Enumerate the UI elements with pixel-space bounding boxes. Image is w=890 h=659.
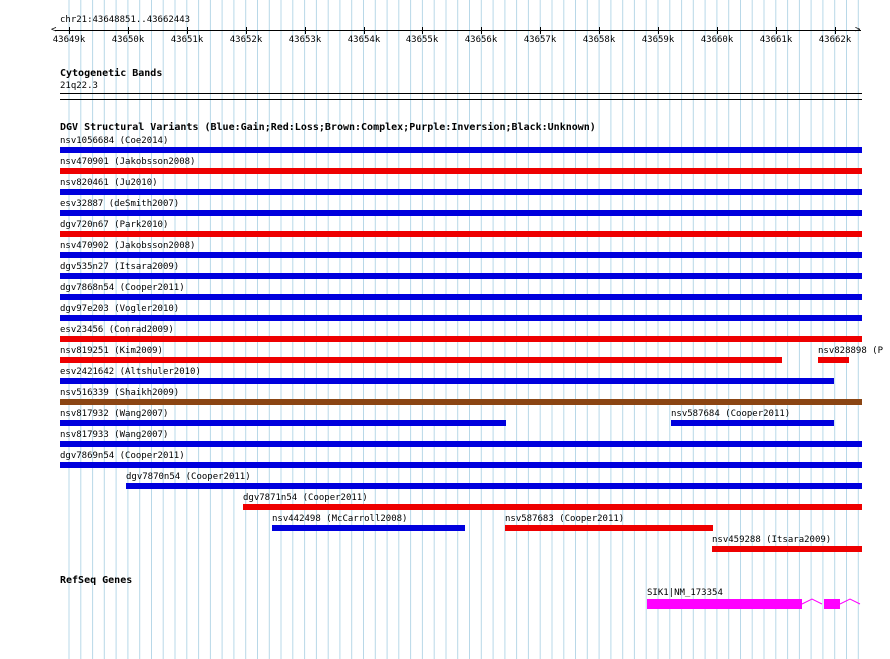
variant-bar[interactable] xyxy=(60,378,834,384)
variant-bar[interactable] xyxy=(671,420,834,426)
ruler-right-arrow-icon: > xyxy=(855,25,861,35)
variant-bar[interactable] xyxy=(126,483,862,489)
variant-label[interactable]: dgv97e203 (Vogler2010) xyxy=(60,304,180,314)
variant-bar[interactable] xyxy=(243,504,862,510)
variant-label[interactable]: dgv720n67 (Park2010) xyxy=(60,220,169,230)
variant-bar[interactable] xyxy=(60,441,862,447)
ruler-tick-label: 43655k xyxy=(405,35,439,45)
gene-model[interactable] xyxy=(640,596,870,612)
variant-label[interactable]: nsv1056684 (Coe2014) xyxy=(60,136,169,146)
variant-label[interactable]: nsv516339 (Shaikh2009) xyxy=(60,388,180,398)
variant-label[interactable]: nsv442498 (McCarroll2008) xyxy=(272,514,408,524)
variant-label[interactable]: nsv817933 (Wang2007) xyxy=(60,430,169,440)
variant-bar[interactable] xyxy=(60,189,862,195)
variant-label[interactable]: dgv7870n54 (Cooper2011) xyxy=(126,472,251,482)
gene-intron xyxy=(802,599,822,604)
variant-label[interactable]: nsv817932 (Wang2007) xyxy=(60,409,169,419)
ruler-tick-label: 43649k xyxy=(52,35,86,45)
variant-label[interactable]: dgv535n27 (Itsara2009) xyxy=(60,262,180,272)
cytobands-title: Cytogenetic Bands xyxy=(60,68,163,79)
refseq-track-title: RefSeq Genes xyxy=(60,575,133,586)
ruler-tick xyxy=(187,27,188,34)
ruler-tick-label: 43653k xyxy=(288,35,322,45)
ruler-tick xyxy=(422,27,423,34)
ruler-tick-label: 43652k xyxy=(229,35,263,45)
ruler-tick-label: 43656k xyxy=(464,35,498,45)
variant-bar[interactable] xyxy=(60,147,862,153)
variant-label[interactable]: dgv7869n54 (Cooper2011) xyxy=(60,451,185,461)
ruler-tick-label: 43657k xyxy=(523,35,557,45)
variant-label[interactable]: nsv587684 (Cooper2011) xyxy=(671,409,791,419)
location-label: chr21:43648851..43662443 xyxy=(60,15,191,25)
ruler-tick xyxy=(305,27,306,34)
variant-label[interactable]: nsv470902 (Jakobsson2008) xyxy=(60,241,196,251)
variant-bar[interactable] xyxy=(505,525,713,531)
ruler-tick xyxy=(717,27,718,34)
ruler-tick xyxy=(246,27,247,34)
ruler-tick xyxy=(658,27,659,34)
ruler-tick-label: 43651k xyxy=(170,35,204,45)
gene-intron xyxy=(840,599,860,604)
variant-label[interactable]: nsv587683 (Cooper2011) xyxy=(505,514,625,524)
ruler-tick-label: 43662k xyxy=(818,35,852,45)
variant-bar[interactable] xyxy=(60,315,862,321)
variant-label[interactable]: nsv459288 (Itsara2009) xyxy=(712,535,832,545)
variant-bar[interactable] xyxy=(272,525,465,531)
ruler-tick-label: 43660k xyxy=(700,35,734,45)
variant-bar[interactable] xyxy=(60,336,862,342)
ruler-tick xyxy=(776,27,777,34)
cytoband-label: 21q22.3 xyxy=(60,81,98,91)
ruler-left-arrow-icon: < xyxy=(51,25,57,35)
variant-bar[interactable] xyxy=(60,462,862,468)
ruler-tick-label: 43659k xyxy=(641,35,675,45)
variant-label[interactable]: esv32887 (deSmith2007) xyxy=(60,199,180,209)
cytoband-line-bottom[interactable] xyxy=(60,99,862,100)
ruler-tick-label: 43650k xyxy=(111,35,145,45)
ruler-tick xyxy=(364,27,365,34)
dgv-track-title: DGV Structural Variants (Blue:Gain;Red:Loss;Brown:Complex;Purple:Inversion;Black:Unknown) xyxy=(60,122,596,133)
ruler-tick-label: 43654k xyxy=(347,35,381,45)
variant-bar[interactable] xyxy=(60,273,862,279)
variant-bar[interactable] xyxy=(60,231,862,237)
variant-bar[interactable] xyxy=(60,399,862,405)
ruler-tick xyxy=(128,27,129,34)
variant-label[interactable]: nsv819251 (Kim2009) xyxy=(60,346,163,356)
variant-bar[interactable] xyxy=(712,546,862,552)
variant-bar[interactable] xyxy=(60,210,862,216)
variant-bar[interactable] xyxy=(60,420,506,426)
variant-bar[interactable] xyxy=(60,252,862,258)
variant-label[interactable]: esv23456 (Conrad2009) xyxy=(60,325,174,335)
variant-label[interactable]: dgv7871n54 (Cooper2011) xyxy=(243,493,368,503)
variant-label[interactable]: nsv820461 (Ju2010) xyxy=(60,178,158,188)
cytoband-line-top[interactable] xyxy=(60,93,862,94)
gene-exon[interactable] xyxy=(824,599,840,609)
gene-exon[interactable] xyxy=(647,599,802,609)
variant-bar[interactable] xyxy=(818,357,849,363)
ruler-tick xyxy=(69,27,70,34)
ruler-axis xyxy=(55,30,861,31)
variant-label[interactable]: dgv7868n54 (Cooper2011) xyxy=(60,283,185,293)
variant-label[interactable]: nsv470901 (Jakobsson2008) xyxy=(60,157,196,167)
variant-bar[interactable] xyxy=(60,294,862,300)
ruler-tick xyxy=(835,27,836,34)
variant-bar[interactable] xyxy=(60,168,862,174)
gene-label[interactable]: SIK1|NM_173354 xyxy=(647,588,723,598)
ruler-tick-label: 43661k xyxy=(759,35,793,45)
variant-label[interactable]: esv2421642 (Altshuler2010) xyxy=(60,367,201,377)
variant-bar[interactable] xyxy=(60,357,782,363)
ruler-tick-label: 43658k xyxy=(582,35,616,45)
variant-label[interactable]: nsv828898 (P xyxy=(818,346,884,356)
ruler-tick xyxy=(599,27,600,34)
ruler-tick xyxy=(540,27,541,34)
ruler-tick xyxy=(481,27,482,34)
